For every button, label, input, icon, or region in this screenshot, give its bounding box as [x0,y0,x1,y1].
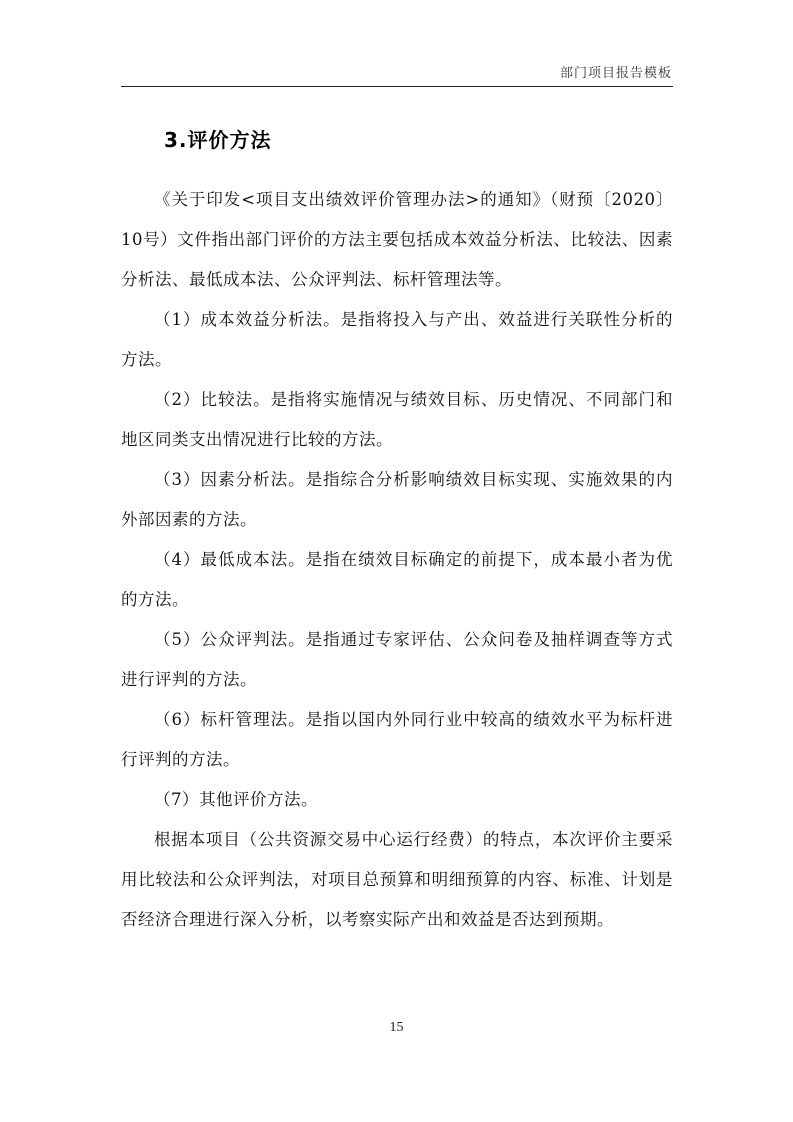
paragraph-intro: 《关于印发<项目支出绩效评价管理办法>的通知》（财预〔2020〕10号）文件指出部门评价的方法主要包括成本效益分析法、比较法、因素分析法、最低成本法、公众评判法、标杆管理法等。 [121,190,673,289]
body-text [121,180,673,940]
running-header: 部门项目报告模板 [559,66,672,81]
paragraph-conclusion: 根据本项目（公共资源交易中心运行经费）的特点，本次评价主要采用比较法和公众评判法，对项目总预算和明细预算的内容、标准、计划是否经济合理进行深入分析，以考察实际产出和效益是否达到预期。 [121,830,673,929]
header-divider [121,86,673,87]
paragraph-method-5: （5）公众评判法。是指通过专家评估、公众问卷及抽样调查等方式进行评判的方法。 [121,630,673,689]
paragraph-method-1: （1）成本效益分析法。是指将投入与产出、效益进行关联性分析的方法。 [121,310,673,369]
paragraph-method-3: （3）因素分析法。是指综合分析影响绩效目标实现、实施效果的内外部因素的方法。 [121,470,673,529]
paragraph-method-4: （4）最低成本法。是指在绩效目标确定的前提下，成本最小者为优的方法。 [121,550,673,609]
paragraph-method-7: （7）其他评价方法。 [154,790,318,809]
paragraph-method-2: （2）比较法。是指将实施情况与绩效目标、历史情况、不同部门和地区同类支出情况进行比较的方法。 [121,390,673,449]
paragraph-method-6: （6）标杆管理法。是指以国内外同行业中较高的绩效水平为标杆进行评判的方法。 [121,710,673,769]
page-number: 15 [389,1020,404,1035]
section-heading: 3.评价方法 [164,128,272,152]
